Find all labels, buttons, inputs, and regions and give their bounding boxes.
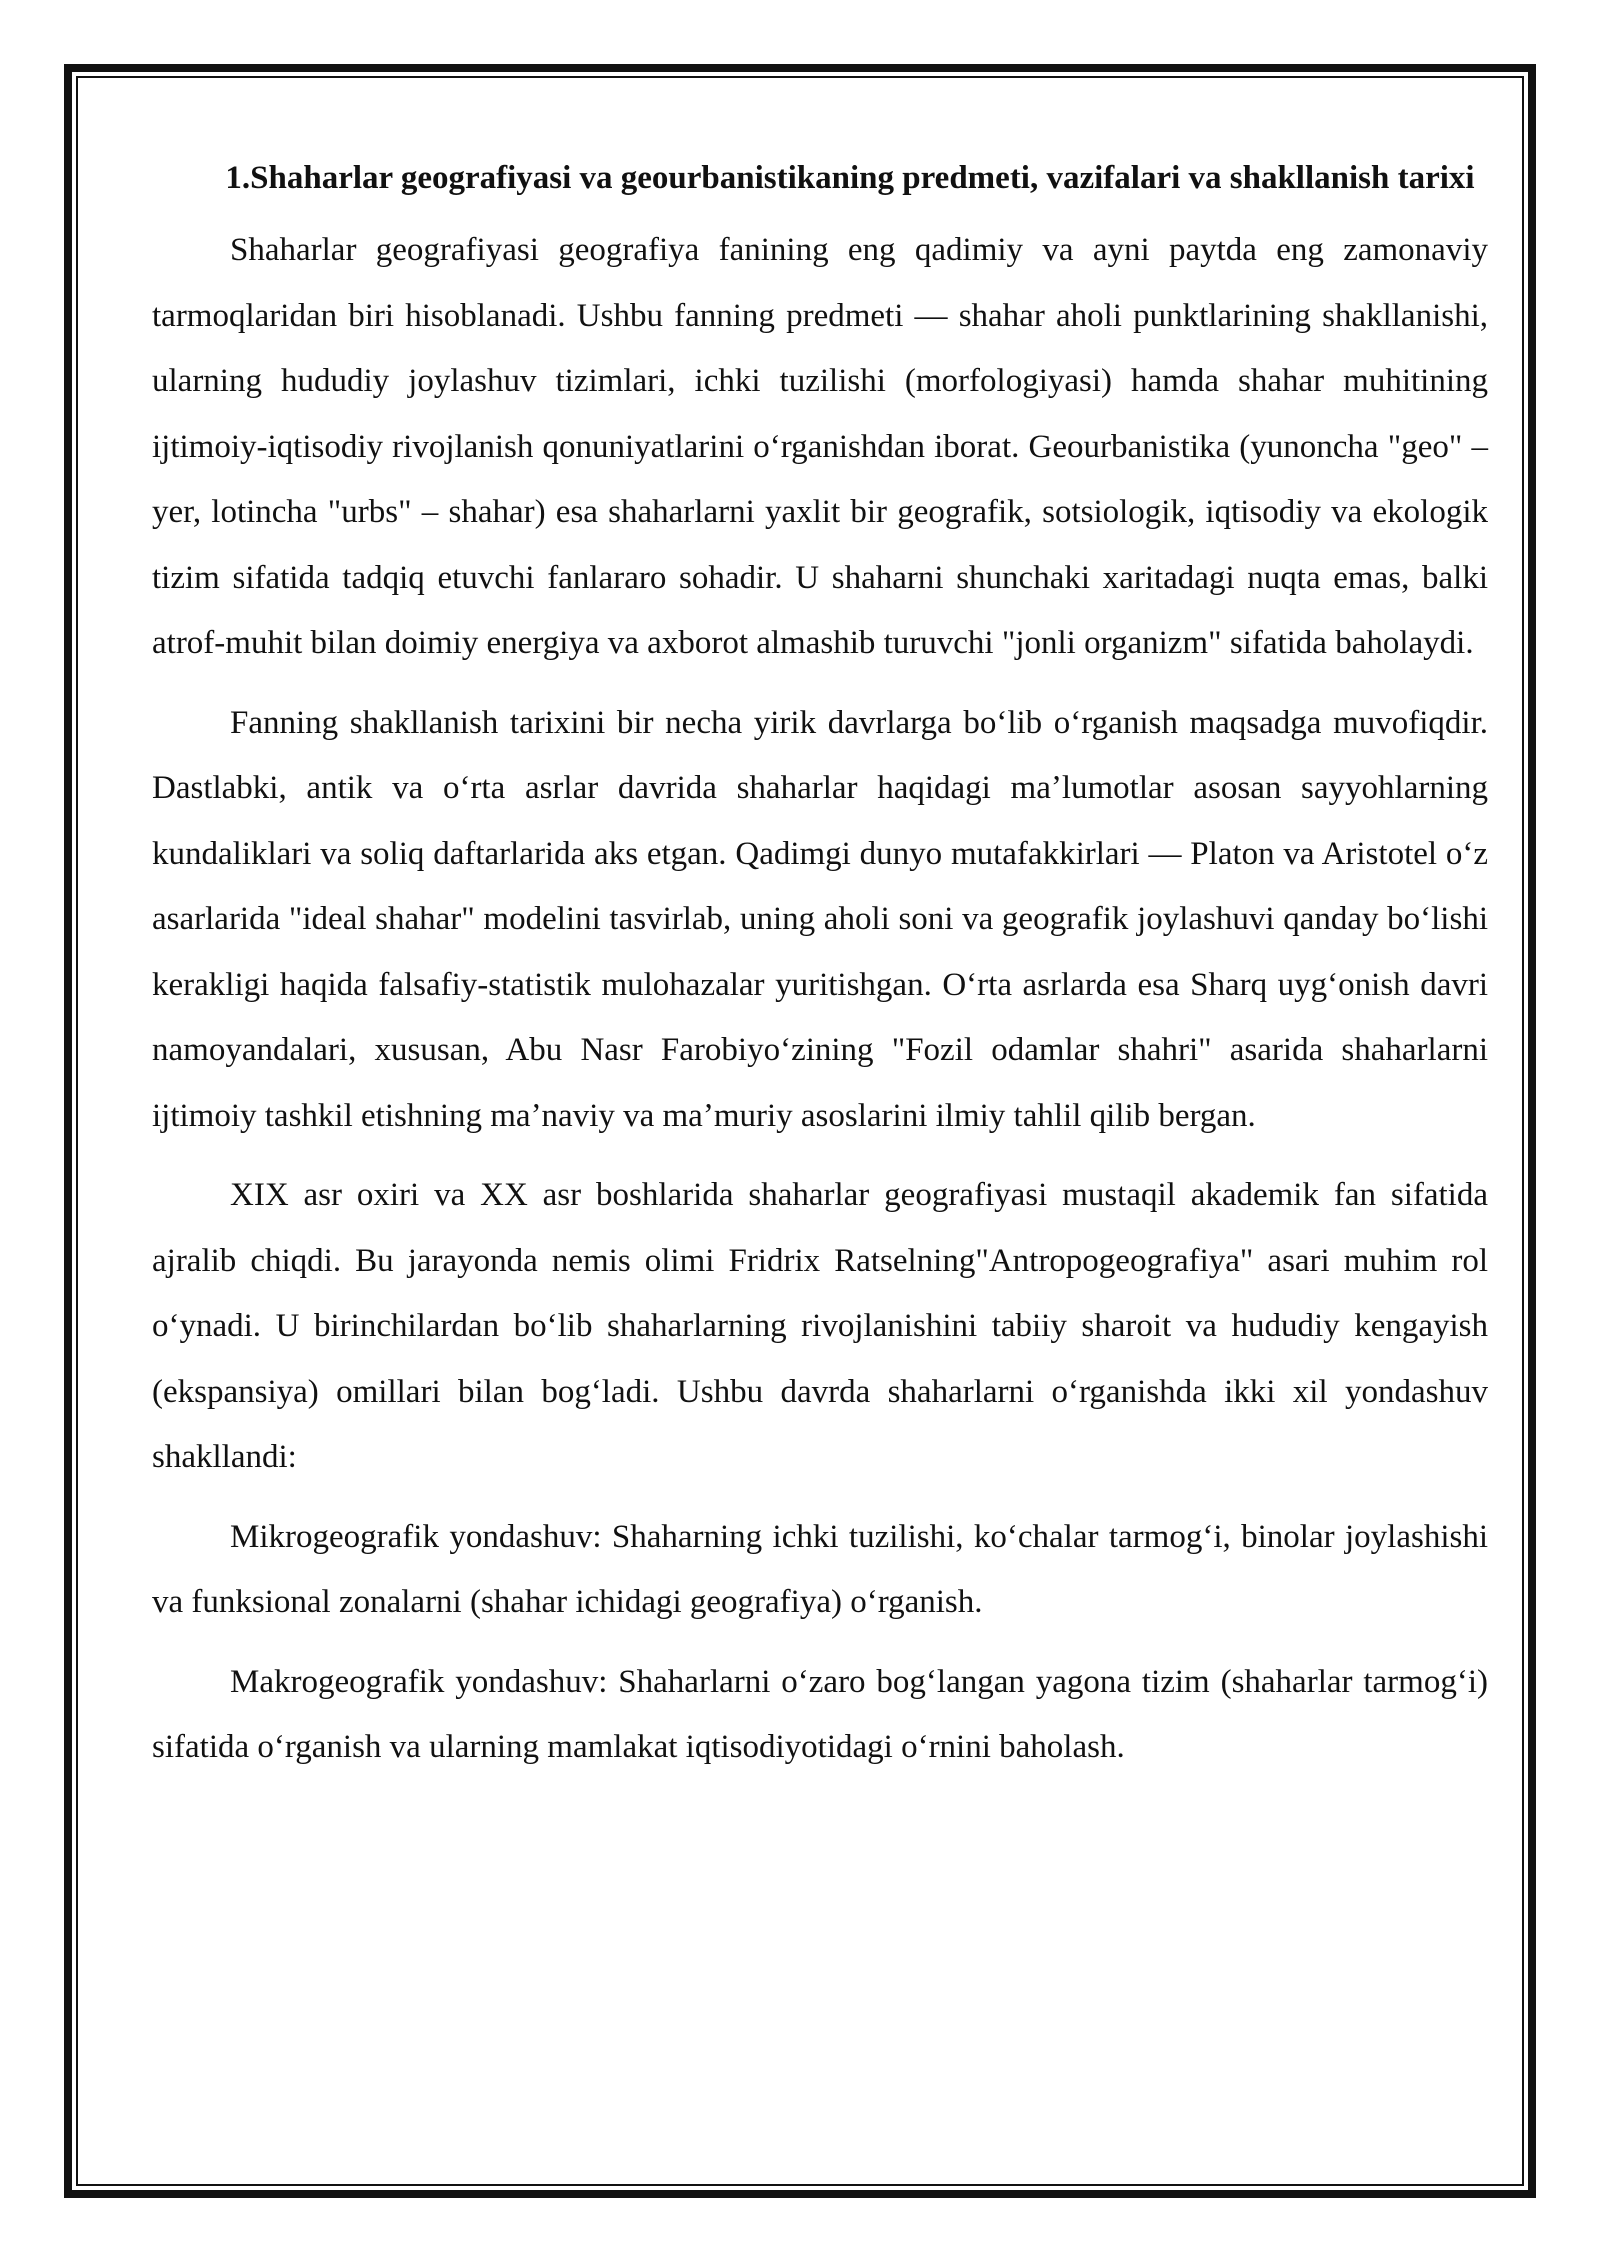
paragraph-macro-approach: Makrogeografik yondashuv: Shaharlarni oʻzaro bogʻlangan yagona tizim (shaharlar tarmogʻi) sifatida oʻrganish va ularning mamlakat iqtisodiyotidagi oʻrnini baholash.	[152, 1663, 1488, 1765]
paragraph-history: Fanning shakllanish tarixini bir necha yirik davrlarga boʻlib oʻrganish maqsadga muvofiqdir. Dastlabki, antik va oʻrta asrlar davrida shaharlar haqidagi maʼlumotlar asosan sayyohlarning kundaliklari va soliq daftarlarida aks etgan. Qadimgi dunyo mutafakkirlari — Platon va Aristotel oʻz asarlarida "ideal shahar" modelini tasvirlab, uning aholi soni va geografik joylashuvi qanday boʻlishi kerakligi haqida falsafiy-statistik mulohazalar yuritishgan. Oʻrta asrlarda esa Sharq uygʻonish davri namoyandalari, xususan, Abu Nasr Farobiyoʻzining "Fozil odamlar shahri" asarida shaharlarni ijtimoiy tashkil etishning maʼnaviy va maʼmuriy asoslarini ilmiy tahlil qilib bergan.	[152, 704, 1488, 1134]
paragraph-micro-approach: Mikrogeografik yondashuv: Shaharning ichki tuzilishi, koʻchalar tarmogʻi, binolar joylashishi va funksional zonalarni (shahar ichidagi geografiya) oʻrganish.	[152, 1518, 1488, 1620]
paragraph-intro: Shaharlar geografiyasi geografiya fanining eng qadimiy va ayni paytda eng zamonaviy tarmoqlaridan biri hisoblanadi. Ushbu fanning predmeti — shahar aholi punktlarining shakllanishi, ularning hududiy joylashuv tizimlari, ichki tuzilishi (morfologiyasi) hamda shahar muhitining ijtimoiy-iqtisodiy rivojlanish qonuniyatlarini oʻrganishdan iborat. Geourbanistika (yunoncha "geo" – yer, lotincha "urbs" – shahar) esa shaharlarni yaxlit bir geografik, sotsiologik, iqtisodiy va ekologik tizim sifatida tadqiq etuvchi fanlararo sohadir. U shaharni shunchaki xaritadagi nuqta emas, balki atrof-muhit bilan doimiy energiya va axborot almashib turuvchi "jonli organizm" sifatida baholaydi.	[152, 232, 1488, 661]
paragraph-modern-era: XIX asr oxiri va XX asr boshlarida shaharlar geografiyasi mustaqil akademik fan sifatida ajralib chiqdi. Bu jarayonda nemis olimi Fridrix Ratselning"Antropogeografiya" asari muhim rol oʻynadi. U birinchilardan boʻlib shaharlarning rivojlanishini tabiiy sharoit va hududiy kengayish (ekspansiya) omillari bilan bogʻladi. Ushbu davrda shaharlarni oʻrganishda ikki xil yondashuv shakllandi:	[152, 1177, 1488, 1475]
document-body	[152, 146, 1488, 1795]
document-title: 1.Shaharlar geografiyasi va geourbanistikaning predmeti, vazifalari va shakllanish tarixi	[225, 160, 1475, 196]
